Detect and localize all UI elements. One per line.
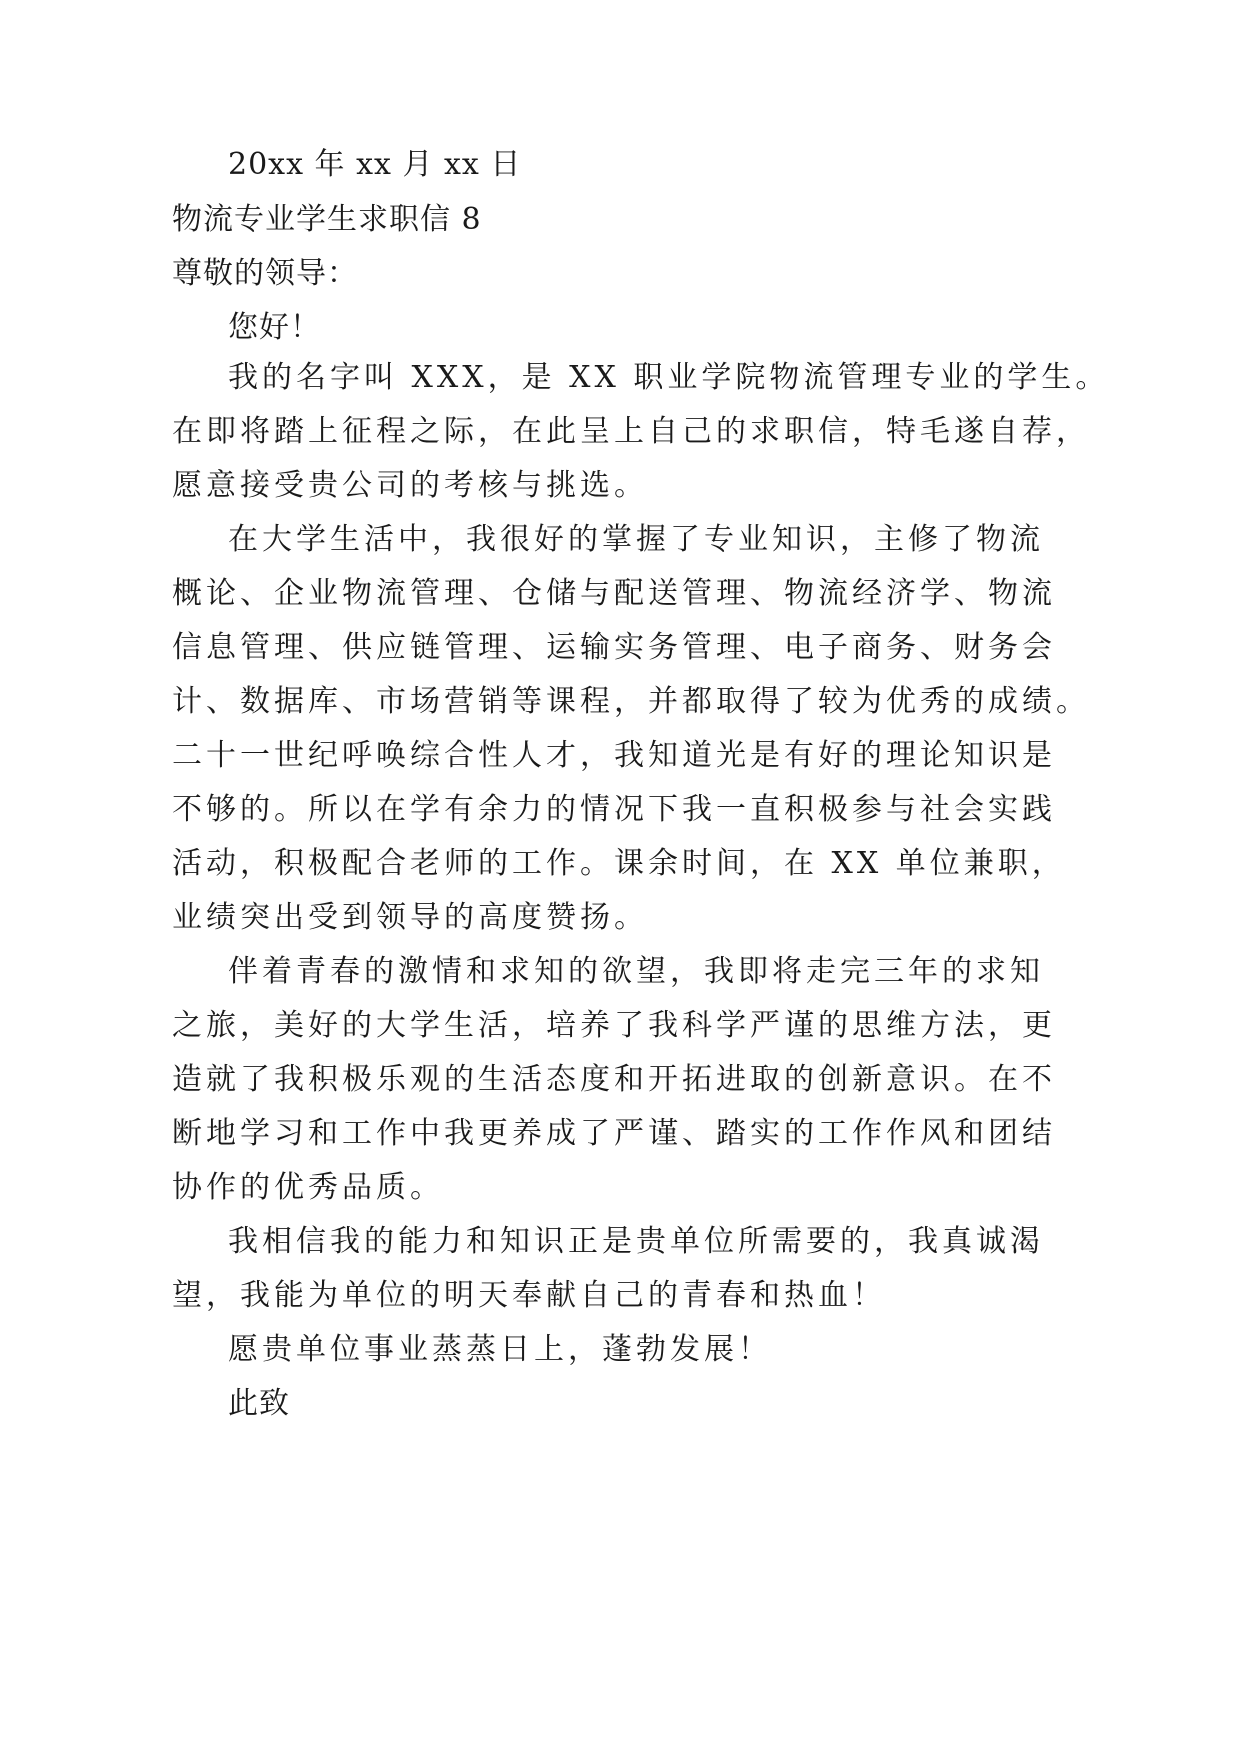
paragraph-line: 造就了我积极乐观的生活态度和开拓进取的创新意识。在不	[172, 1062, 1056, 1097]
paragraph-line: 二十一世纪呼唤综合性人才，我知道光是有好的理论知识是	[172, 738, 1056, 773]
paragraph-line: 我相信我的能力和知识正是贵单位所需要的，我真诚渴	[228, 1224, 1044, 1259]
paragraph-line: 协作的优秀品质。	[172, 1170, 444, 1205]
paragraph-line: 在即将踏上征程之际，在此呈上自己的求职信，特毛遂自荐，	[172, 414, 1090, 449]
paragraph-line: 望，我能为单位的明天奉献自己的青春和热血！	[172, 1278, 886, 1313]
document-title: 物流专业学生求职信 8	[172, 202, 482, 237]
greeting: 您好！	[228, 310, 321, 345]
paragraph-line: 断地学习和工作中我更养成了严谨、踏实的工作作风和团结	[172, 1116, 1056, 1151]
paragraph-line: 愿意接受贵公司的考核与挑选。	[172, 468, 648, 503]
paragraph-line: 计、数据库、市场营销等课程，并都取得了较为优秀的成绩。	[172, 684, 1090, 719]
date-line: 20xx 年 xx 月 xx 日	[228, 147, 522, 182]
paragraph-line: 在大学生活中，我很好的掌握了专业知识，主修了物流	[228, 522, 1044, 557]
paragraph-line: 伴着青春的激情和求知的欲望，我即将走完三年的求知	[228, 954, 1044, 989]
paragraph-line: 我的名字叫 XXX，是 XX 职业学院物流管理专业的学生。	[228, 360, 1110, 395]
paragraph-line: 之旅，美好的大学生活，培养了我科学严谨的思维方法，更	[172, 1008, 1056, 1043]
paragraph-line: 活动，积极配合老师的工作。课余时间，在 XX 单位兼职，	[172, 846, 1066, 881]
paragraph-line: 愿贵单位事业蒸蒸日上，蓬勃发展！	[228, 1332, 772, 1367]
salutation: 尊敬的领导：	[172, 256, 358, 291]
paragraph-line: 信息管理、供应链管理、运输实务管理、电子商务、财务会	[172, 630, 1056, 665]
paragraph-line: 业绩突出受到领导的高度赞扬。	[172, 900, 648, 935]
paragraph-line: 不够的。所以在学有余力的情况下我一直积极参与社会实践	[172, 792, 1056, 827]
closing: 此致	[228, 1386, 290, 1421]
paragraph-line: 概论、企业物流管理、仓储与配送管理、物流经济学、物流	[172, 576, 1056, 611]
